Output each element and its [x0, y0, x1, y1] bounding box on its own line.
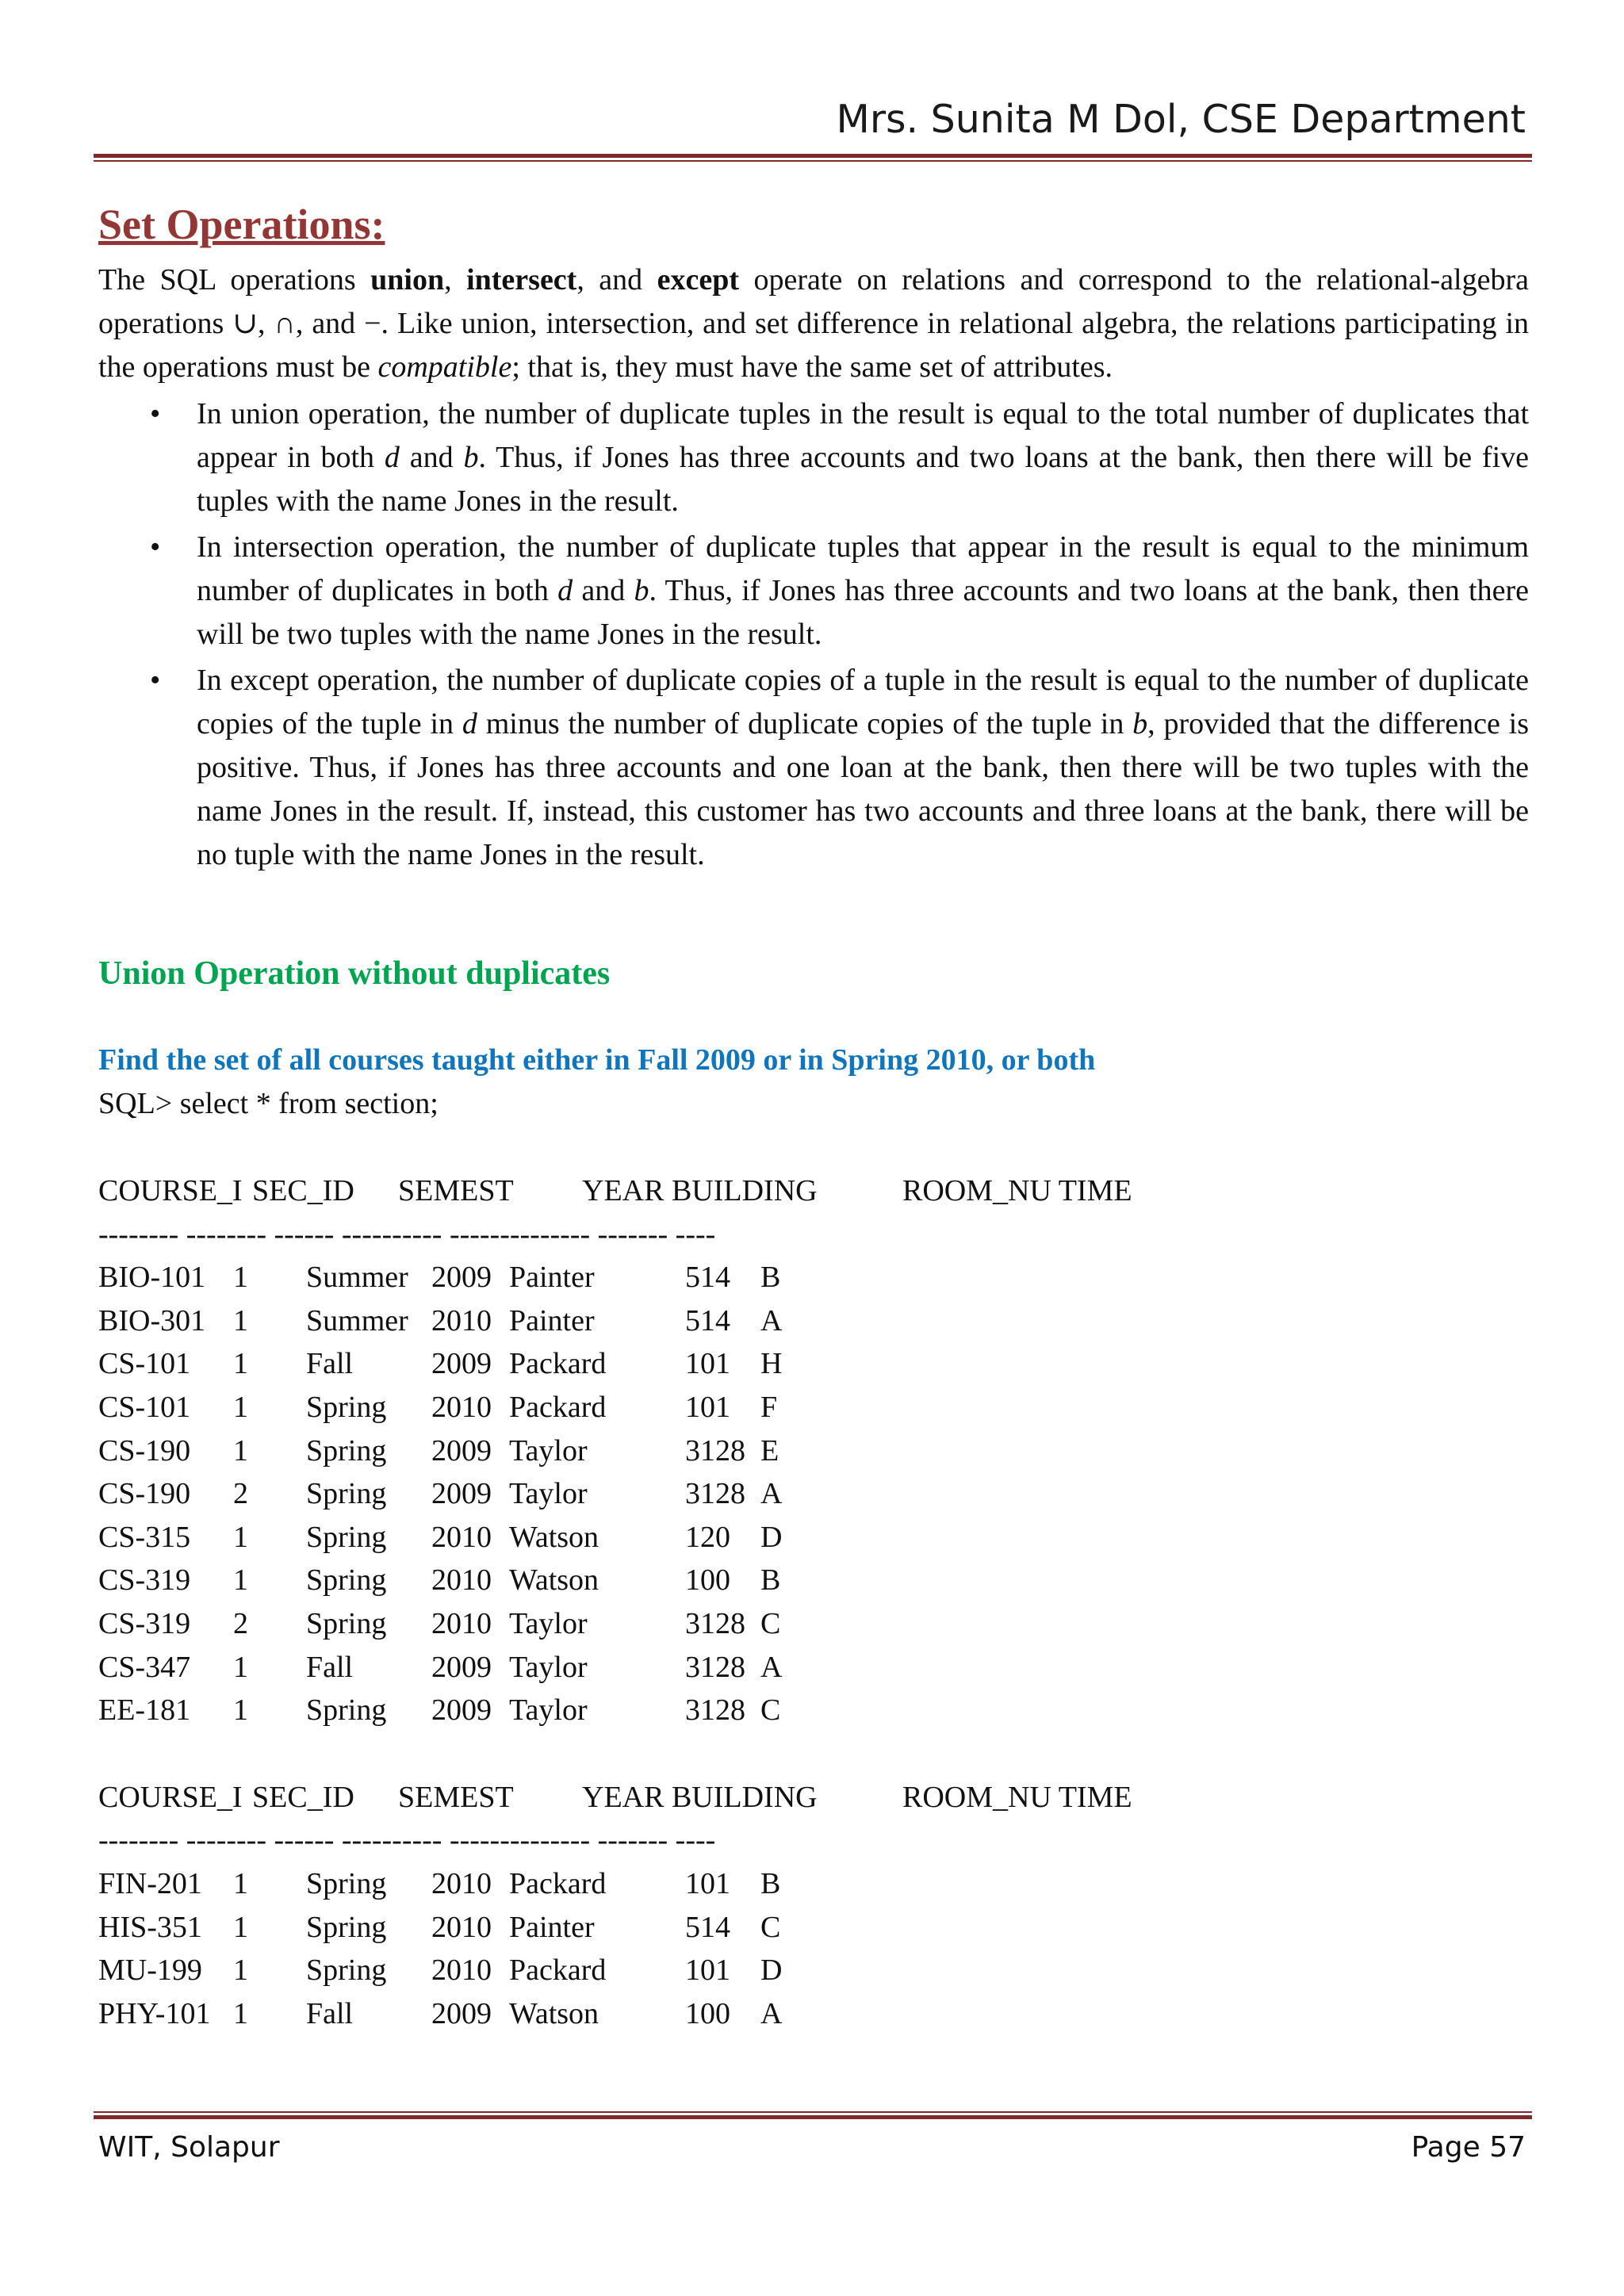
cell-course: EE-181 [98, 1693, 191, 1728]
cell-sec: 1 [233, 1954, 248, 1988]
cell-course: PHY-101 [98, 1996, 211, 2030]
page-header-title: Mrs. Sunita M Dol, CSE Department [836, 97, 1526, 142]
table-row [98, 1516, 1529, 1559]
table-row [98, 1906, 1529, 1950]
cell-room: 101 [685, 1390, 730, 1424]
cell-room: 120 [685, 1520, 730, 1554]
separator-text: -------- -------- ------ ---------- -------------- ------- ---- [98, 1823, 716, 1858]
cell-year: 2009 [431, 1433, 492, 1468]
cell-year: 2009 [431, 1996, 492, 2030]
cell-room: 3128 [685, 1606, 745, 1640]
cell-sec: 2 [233, 1477, 248, 1511]
cell-time: A [760, 1996, 783, 2030]
cell-year: 2009 [431, 1347, 492, 1381]
table-row [98, 1862, 1529, 1906]
cell-year: 2010 [431, 1303, 492, 1337]
var-b: b [634, 574, 649, 607]
cell-year: 2010 [431, 1606, 492, 1640]
cell-course: CS-319 [98, 1563, 191, 1598]
cell-room: 3128 [685, 1477, 745, 1511]
cell-semester: Spring [306, 1520, 387, 1554]
result-separator [98, 1213, 1529, 1257]
header-divider-thin [94, 160, 1532, 162]
cell-year: 2009 [431, 1693, 492, 1728]
table-row [98, 1559, 1529, 1602]
cell-course: HIS-351 [98, 1910, 202, 1944]
cell-building: Taylor [509, 1693, 588, 1728]
cell-building: Taylor [509, 1477, 588, 1511]
cell-sec: 1 [233, 1433, 248, 1468]
cell-time: D [760, 1520, 783, 1554]
cell-semester: Summer [306, 1303, 408, 1337]
result-header-row [98, 1776, 1529, 1820]
keyword-except: except [657, 263, 740, 297]
footer-page-number: Page 57 [1411, 2131, 1526, 2164]
footer-divider-thin [94, 2111, 1532, 2113]
cell-sec: 2 [233, 1606, 248, 1640]
cell-sec: 1 [233, 1996, 248, 2030]
table-row [98, 1689, 1529, 1732]
cell-room: 3128 [685, 1693, 745, 1728]
page-content [98, 198, 1529, 2035]
cell-building: Watson [509, 1563, 599, 1598]
cell-sec: 1 [233, 1650, 248, 1684]
cell-time: C [760, 1693, 781, 1728]
bullet-text: and [573, 574, 634, 607]
cell-year: 2010 [431, 1954, 492, 1988]
cell-building: Watson [509, 1520, 599, 1554]
sql-command: SQL> select * from section; [98, 1087, 439, 1120]
cell-year: 2010 [431, 1563, 492, 1598]
table-row [98, 1602, 1529, 1646]
col-course-id: COURSE_I [98, 1174, 243, 1207]
cell-year: 2009 [431, 1477, 492, 1511]
footer-divider [94, 2115, 1532, 2119]
cell-building: Watson [509, 1996, 599, 2030]
var-d: d [384, 441, 400, 474]
cell-sec: 1 [233, 1563, 248, 1598]
result-rows-1 [98, 1256, 1529, 1732]
cell-semester: Spring [306, 1563, 387, 1598]
cell-semester: Spring [306, 1910, 387, 1944]
cell-semester: Spring [306, 1390, 387, 1424]
table-row [98, 1646, 1529, 1689]
bullet-text: In except operation, the number of duplicate copies of a tuple in the result is equal to the number of duplicate copies of the tuple in [197, 664, 1529, 740]
cell-sec: 1 [233, 1347, 248, 1381]
col-sec-id: SEC_ID [252, 1174, 354, 1207]
col-semester: SEMEST [398, 1174, 514, 1207]
cell-semester: Fall [306, 1996, 354, 2030]
cell-time: C [760, 1910, 781, 1944]
table-row [98, 1992, 1529, 2036]
cell-building: Taylor [509, 1606, 588, 1640]
cell-course: CS-101 [98, 1347, 191, 1381]
cell-year: 2009 [431, 1650, 492, 1684]
query-question: Find the set of all courses taught either in Fall 2009 or in Spring 2010, or both [98, 1043, 1096, 1077]
intro-text: , [444, 263, 467, 297]
table-row [98, 1299, 1529, 1343]
cell-time: H [760, 1347, 783, 1381]
cell-semester: Spring [306, 1477, 387, 1511]
cell-semester: Spring [306, 1433, 387, 1468]
cell-semester: Spring [306, 1954, 387, 1988]
cell-room: 101 [685, 1866, 730, 1900]
cell-sec: 1 [233, 1390, 248, 1424]
cell-course: CS-190 [98, 1433, 191, 1468]
result-header-row [98, 1169, 1529, 1213]
cell-course: BIO-101 [98, 1261, 206, 1295]
table-row [98, 1429, 1529, 1473]
var-b: b [463, 441, 479, 474]
cell-room: 3128 [685, 1433, 745, 1468]
cell-course: CS-101 [98, 1390, 191, 1424]
result-block-2 [98, 1776, 1529, 2036]
term-compatible: compatible [377, 350, 512, 384]
table-row [98, 1472, 1529, 1516]
cell-time: B [760, 1866, 781, 1900]
cell-room: 101 [685, 1954, 730, 1988]
bullet-text: . Thus, if Jones has three accounts and two loans at the bank, then there will be two tuples with the name Jones in the result. [197, 574, 1529, 651]
cell-building: Painter [509, 1261, 595, 1295]
cell-year: 2010 [431, 1520, 492, 1554]
cell-room: 100 [685, 1996, 730, 2030]
result-block-1 [98, 1169, 1529, 1732]
cell-year: 2009 [431, 1261, 492, 1295]
cell-building: Packard [509, 1390, 607, 1424]
cell-sec: 1 [233, 1866, 248, 1900]
footer-institution: WIT, Solapur [98, 2131, 280, 2164]
cell-time: A [760, 1477, 783, 1511]
cell-semester: Spring [306, 1693, 387, 1728]
result-rows-2 [98, 1862, 1529, 2035]
keyword-intersect: intersect [466, 263, 577, 297]
cell-year: 2010 [431, 1910, 492, 1944]
table-row [98, 1949, 1529, 1992]
cell-room: 100 [685, 1563, 730, 1598]
cell-year: 2010 [431, 1390, 492, 1424]
bullet-text: In union operation, the number of duplicate tuples in the result is equal to the total number of duplicates that appear in both [197, 397, 1529, 474]
col-sec-id: SEC_ID [252, 1780, 354, 1814]
bullet-except [98, 659, 1529, 877]
result-separator [98, 1819, 1529, 1862]
cell-course: CS-190 [98, 1477, 191, 1511]
cell-time: E [760, 1433, 779, 1468]
cell-time: A [760, 1303, 783, 1337]
col-year-building: YEAR BUILDING [582, 1174, 818, 1207]
cell-room: 101 [685, 1347, 730, 1381]
cell-time: B [760, 1563, 781, 1598]
cell-time: A [760, 1650, 783, 1684]
section-title: Set Operations: [98, 201, 385, 248]
cell-time: B [760, 1261, 781, 1295]
var-d: d [557, 574, 573, 607]
bullet-intersection [98, 526, 1529, 656]
cell-semester: Summer [306, 1261, 408, 1295]
intro-text: ; that is, they must have the same set of attributes. [511, 350, 1113, 384]
cell-sec: 1 [233, 1520, 248, 1554]
intro-text: The SQL operations [98, 263, 371, 297]
cell-building: Packard [509, 1347, 607, 1381]
cell-sec: 1 [233, 1303, 248, 1337]
cell-building: Packard [509, 1954, 607, 1988]
cell-room: 3128 [685, 1650, 745, 1684]
cell-course: CS-315 [98, 1520, 191, 1554]
bullet-list [98, 392, 1529, 877]
col-room-time: ROOM_NU TIME [902, 1174, 1132, 1207]
cell-room: 514 [685, 1303, 730, 1337]
header-divider [94, 154, 1532, 158]
cell-time: F [760, 1390, 778, 1424]
bullet-text: In intersection operation, the number of duplicate tuples that appear in the result is equal to the minimum number of duplicates in both [197, 530, 1529, 607]
col-year-building: YEAR BUILDING [582, 1780, 818, 1814]
var-d: d [462, 707, 477, 740]
cell-building: Packard [509, 1866, 607, 1900]
cell-time: D [760, 1954, 783, 1988]
cell-sec: 1 [233, 1693, 248, 1728]
col-room-time: ROOM_NU TIME [902, 1780, 1132, 1814]
bullet-text: and [399, 441, 464, 474]
cell-sec: 1 [233, 1261, 248, 1295]
intro-paragraph [98, 258, 1529, 389]
cell-building: Painter [509, 1303, 595, 1337]
table-row [98, 1256, 1529, 1299]
bullet-union [98, 392, 1529, 523]
bullet-text: , provided that the difference is positive. Thus, if Jones has three accounts and one loan at the bank, then there will be two tuples with the name Jones in the result. If, instead, this customer has two accounts and three loans at the bank, there will be no tuple with the name Jones in the result. [197, 707, 1529, 871]
cell-semester: Fall [306, 1347, 354, 1381]
col-course-id: COURSE_I [98, 1780, 243, 1814]
cell-course: CS-347 [98, 1650, 191, 1684]
col-semester: SEMEST [398, 1780, 514, 1814]
cell-semester: Spring [306, 1606, 387, 1640]
cell-course: MU-199 [98, 1954, 202, 1988]
table-row [98, 1386, 1529, 1429]
cell-year: 2010 [431, 1866, 492, 1900]
cell-room: 514 [685, 1910, 730, 1944]
keyword-union: union [370, 263, 445, 297]
cell-course: BIO-301 [98, 1303, 206, 1337]
intro-text: operate on relations and correspond to the relational-algebra operations ∪, ∩, and −. Like union, intersection, and set difference in relational algebra, the relations participating in the operations must be [98, 263, 1530, 384]
cell-course: FIN-201 [98, 1866, 202, 1900]
table-row [98, 1342, 1529, 1386]
cell-course: CS-319 [98, 1606, 191, 1640]
cell-sec: 1 [233, 1910, 248, 1944]
var-b: b [1132, 707, 1148, 740]
intro-text: , and [576, 263, 657, 297]
cell-room: 514 [685, 1261, 730, 1295]
bullet-text: minus the number of duplicate copies of the tuple in [477, 707, 1133, 740]
cell-time: C [760, 1606, 781, 1640]
cell-semester: Fall [306, 1650, 354, 1684]
union-heading: Union Operation without duplicates [98, 955, 611, 992]
cell-building: Painter [509, 1910, 595, 1944]
cell-building: Taylor [509, 1650, 588, 1684]
bullet-text: . Thus, if Jones has three accounts and two loans at the bank, then there will be five tuples with the name Jones in the result. [197, 441, 1530, 518]
separator-text: -------- -------- ------ ---------- -------------- ------- ---- [98, 1217, 716, 1251]
cell-semester: Spring [306, 1866, 387, 1900]
cell-building: Taylor [509, 1433, 588, 1468]
